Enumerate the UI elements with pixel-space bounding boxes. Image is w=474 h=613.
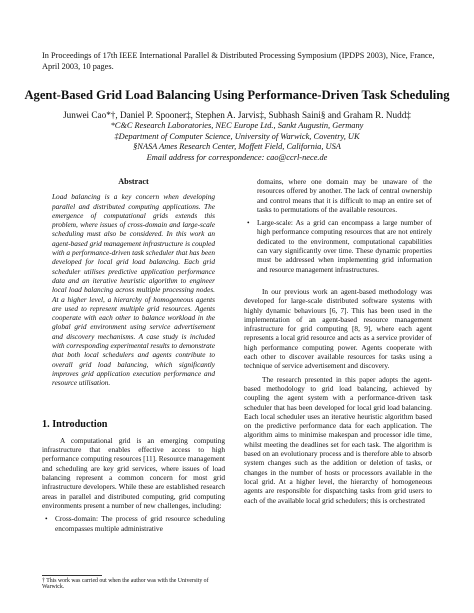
correspondence-email: Email address for correspondence: cao@ccrl-nece.de	[146, 152, 328, 162]
affiliation-3: §NASA Ames Research Center, Moffett Field, California, USA	[133, 142, 341, 152]
previous-work-paragraph: In our previous work an agent-based methodology was developed for large-scale distributed software systems with highly dynamic behaviours [6, 7]. This has been used in the implementation of an agent-based resource management infrastructure for grid computing [8, 9], where each agent represents a local grid resource and acts as a service provider of high performance computing power. Agents cooperate with each other to discover available resources for tasks using a technique of service advertisement and discovery.	[244, 286, 432, 371]
abstract-text: Load balancing is a key concern when developing parallel and distributed computing applications. The emergence of computational grids extends this problem, where issues of cross-domain and large-scale scheduling must also be considered. In this work an agent-based grid management infrastructure is coupled with a performance-driven task scheduler that has been developed for local grid load balancing. Each grid scheduler utilises predictive application performance data and an iterative heuristic algorithm to engineer local load balancing across multiple processing nodes. At a higher level, a hierarchy of homogeneous agents are used to represent multiple grid resources. Agents cooperate with each other to balance workload in the global grid environment using service advertisement and discovery mechanisms. A case study is included with corresponding experimental results to demonstrate that both local schedulers and agents contribute to overall grid load balancing, which significantly improves grid application execution performance and resource utilisation.	[52, 192, 216, 388]
list-item	[244, 218, 432, 274]
affiliation-1: *C&C Research Laboratories, NEC Europe Ltd., Sankt Augustin, Germany	[110, 121, 364, 130]
right-column	[244, 177, 432, 509]
author-names: Junwei Cao*†, Daniel P. Spooner‡, Stephen A. Jarvis‡, Subhash Saini§ and Graham R. Nudd‡	[63, 110, 411, 120]
proceedings-line: In Proceedings of 17th IEEE International Parallel & Distributed Processing Symposium (IPDPS 2003), Nice, France, April 2003, 10 pages.	[42, 51, 435, 71]
abstract-heading: Abstract	[118, 177, 149, 186]
bullet-icon: •	[247, 218, 250, 228]
intro-paragraph: A computational grid is an emerging computing infrastructure that enables effective access to high performance computing resources [11]. Resource management and scheduling are key grid services, where issues of load balancing represent a common concern for most grid infrastructure developers. While these are established research areas in parallel and distributed computing, grid computing environments present a number of new challenges, including:	[42, 435, 225, 510]
bullet-icon: •	[45, 514, 48, 524]
challenge-list-continued	[244, 218, 432, 274]
bullet-continuation: domains, where one domain may be unaware of the resources offered by another. The lack of central ownership and control means that it is difficult to map an entire set of tasks to permutations of the available resources.	[257, 177, 432, 214]
paragraph-gap	[244, 278, 432, 287]
challenge-list	[42, 514, 225, 533]
section-heading-introduction: 1. Introduction	[42, 418, 108, 430]
left-column	[42, 177, 225, 537]
bullet-text-cross-domain: Cross-domain: The process of grid resource scheduling encompasses multiple administrative	[55, 514, 225, 533]
list-item	[42, 514, 225, 533]
research-paragraph: The research presented in this paper adopts the agent-based methodology to grid load balancing, achieved by coupling the agent system with a performance-driven task scheduler that has been developed for local grid load balancing. Each local scheduler uses an iterative heuristic algorithm based on the predictive performance data for each application. The algorithm aims to minimise makespan and processor idle time, whilst meeting the deadlines set for each task. The algorithm is based on an evolutionary process and is therefore able to absorb system changes such as the addition or deletion of tasks, or changes in the number of hosts or processors available in the local grid. At a higher level, the hierarchy of homogeneous agents are responsible for dispatching tasks from grid users to each of the available local grid schedulers; this is orchestrated	[244, 374, 432, 505]
footnote: † This work was carried out when the author was with the University of Warwick.	[42, 578, 209, 590]
bullet-text-large-scale: Large-scale: As a grid can encompass a large number of high performance computing resources that are not entirely dedicated to the environment, computational capabilities can vary significantly over time. These dynamic properties must be addressed when implementing grid information and resource management infrastructures.	[257, 218, 432, 274]
paper-title: Agent-Based Grid Load Balancing Using Performance-Driven Task Scheduling	[24, 88, 450, 102]
authors-block	[40, 109, 434, 163]
affiliation-2: ‡Department of Computer Science, University of Warwick, Coventry, UK	[114, 131, 360, 141]
footnote-divider	[42, 575, 102, 576]
